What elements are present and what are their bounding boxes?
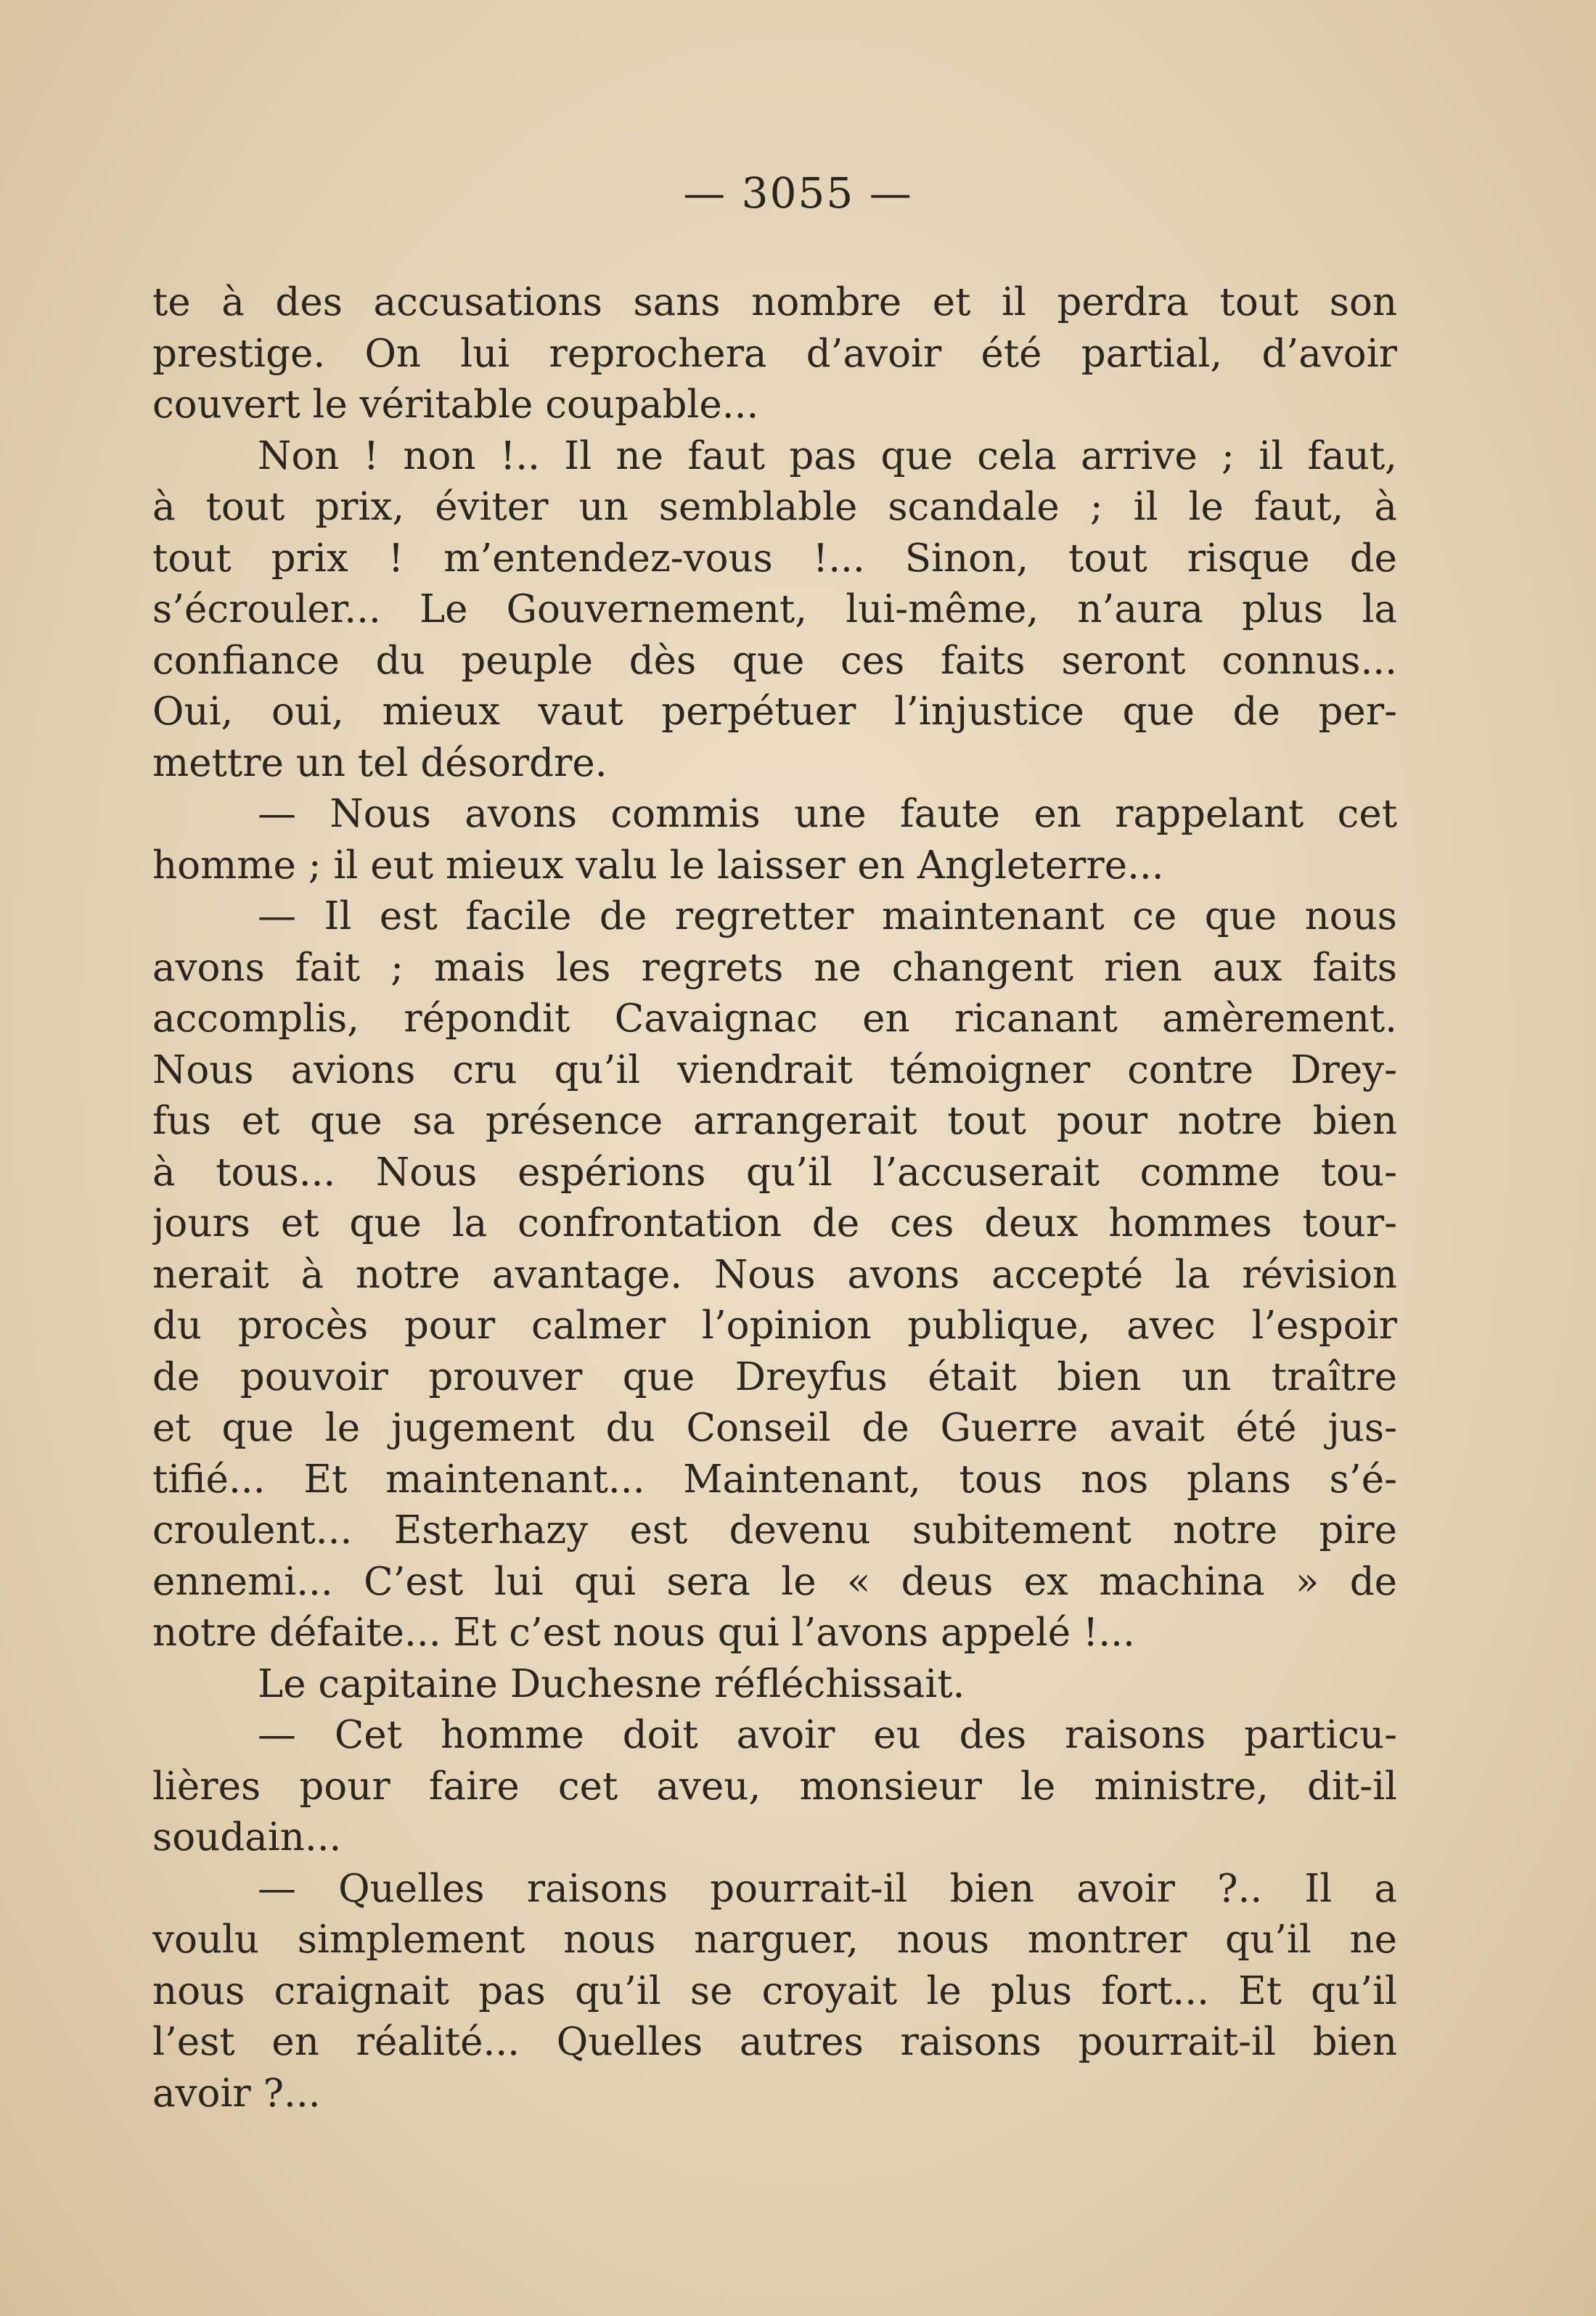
text-line: mettre un tel désordre. [152,740,607,785]
text-line: s’écrouler... Le Gouvernement, lui-même, n’aura plus la [152,587,1397,631]
text-line: tifié... Et maintenant... Maintenant, tous nos plans s’é- [152,1457,1397,1502]
text-line: nous craignait pas qu’il se croyait le plus fort... Et qu’il [152,1968,1397,2013]
text-line: voulu simplement nous narguer, nous montrer qu’il ne [152,1918,1397,1962]
text-line: avoir ?... [152,2071,321,2116]
text-line: à tout prix, éviter un semblable scandale ; il le faut, à [152,485,1397,529]
text-line: Nous avions cru qu’il viendrait témoigner contre Drey- [152,1047,1397,1092]
text-line: prestige. On lui reprochera d’avoir été partial, d’avoir [152,331,1397,376]
text-line: — Cet homme doit avoir eu des raisons particu- [258,1713,1397,1757]
text-line: à tous... Nous espérions qu’il l’accuserait comme tou- [152,1150,1397,1195]
text-line: du procès pour calmer l’opinion publique, avec l’espoir [152,1304,1397,1348]
text-line: croulent... Esterhazy est devenu subitement notre pire [152,1508,1397,1552]
text-line: homme ; il eut mieux valu le laisser en Angleterre... [152,843,1164,888]
text-line: de pouvoir prouver que Dreyfus était bien un traître [152,1354,1397,1399]
text-line: confiance du peuple dès que ces faits seront connus... [152,638,1397,683]
text-line: nerait à notre avantage. Nous avons accepté la révision [152,1252,1397,1297]
text-line: Non ! non !.. Il ne faut pas que cela arrive ; il faut, [258,433,1397,478]
text-line: Le capitaine Duchesne réfléchissait. [258,1661,965,1706]
text-line: jours et que la confrontation de ces deux hommes tour- [152,1201,1397,1245]
page-number: — 3055 — [683,168,913,218]
text-line: notre défaite... Et c’est nous qui l’avons appelé !... [152,1611,1135,1655]
text-line: couvert le véritable coupable... [152,382,759,427]
body-text [152,277,1397,2119]
text-line: accomplis, répondit Cavaignac en ricanant amèrement. [152,997,1397,1041]
text-line: avons fait ; mais les regrets ne changent rien aux faits [152,945,1397,990]
text-line: — Nous avons commis une faute en rappelant cet [258,792,1397,836]
text-line: tout prix ! m’entendez-vous !... Sinon, tout risque de [152,536,1397,581]
text-line: Oui, oui, mieux vaut perpétuer l’injustice que de per- [152,690,1397,734]
text-line: fus et que sa présence arrangerait tout pour notre bien [152,1099,1397,1143]
text-line: te à des accusations sans nombre et il perdra tout son [152,280,1397,324]
text-line: et que le jugement du Conseil de Guerre avait été jus- [152,1406,1397,1450]
text-line: soudain... [152,1815,342,1859]
text-line: — Il est facile de regretter maintenant ce que nous [258,894,1397,938]
text-line: — Quelles raisons pourrait-il bien avoir ?.. Il a [258,1866,1397,1911]
text-line: ennemi... C’est lui qui sera le « deus ex machina » de [152,1559,1397,1604]
text-line: lières pour faire cet aveu, monsieur le ministre, dit-il [152,1764,1397,1809]
text-line: l’est en réalité... Quelles autres raisons pourrait-il bien [152,2020,1397,2064]
